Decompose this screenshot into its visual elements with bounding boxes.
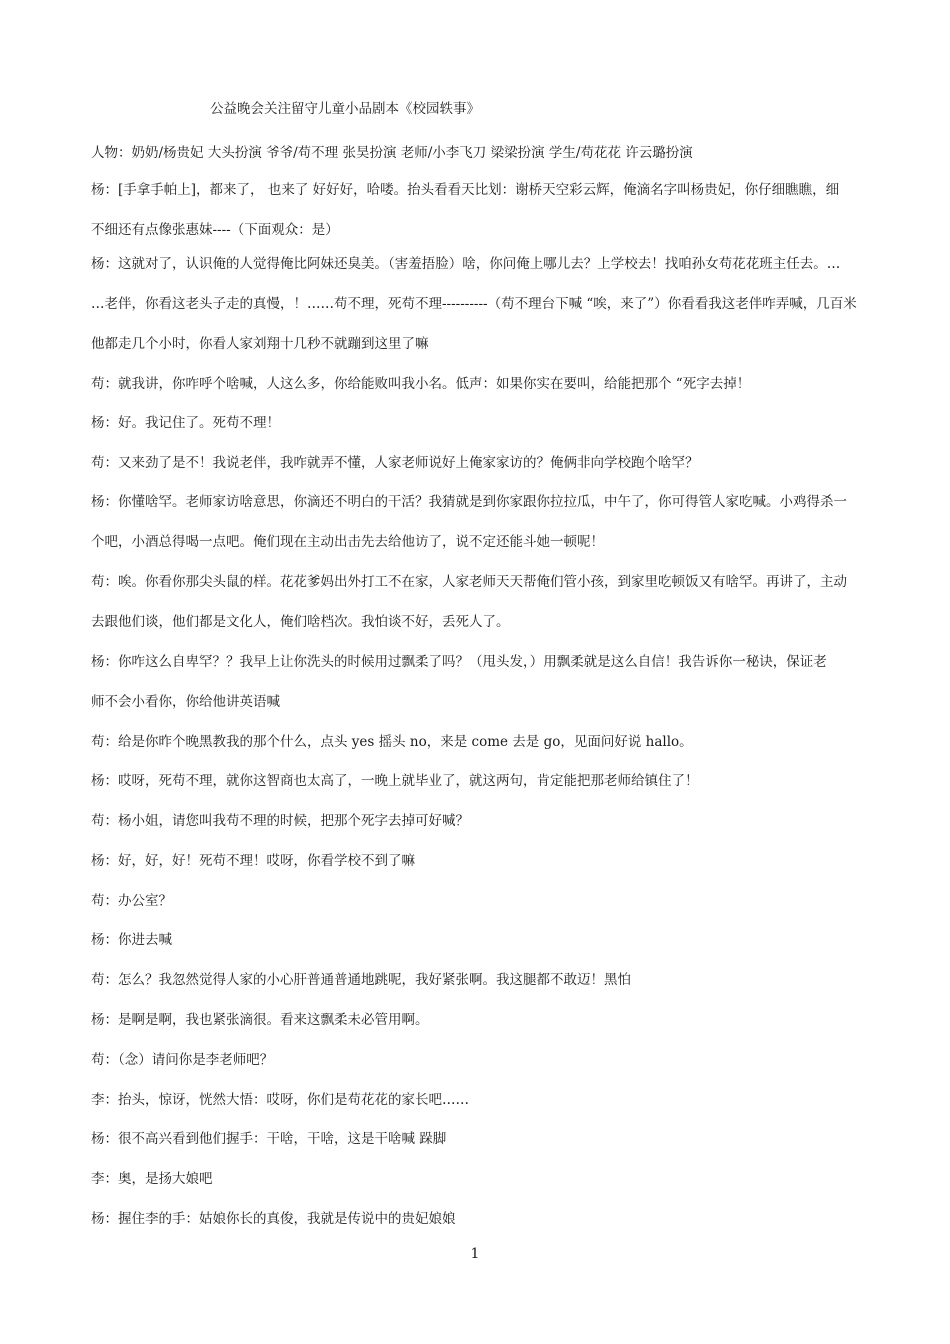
text-line: 不细还有点像张惠妹----（下面观众：是） (91, 222, 339, 238)
text-line: 苟：办公室？ (91, 893, 172, 909)
text-line: 苟：（念）请问你是李老师吧？ (91, 1052, 274, 1068)
text-line: 苟：又来劲了是不！我说老伴，我咋就弄不懂，人家老师说好上俺家家访的？俺俩非向学校跑个啥罕？ (91, 455, 699, 471)
page-number: 1 (470, 1246, 480, 1262)
text-line: 杨：握住李的手：姑娘你长的真俊，我就是传说中的贵妃娘娘 (91, 1211, 456, 1227)
text-line: 杨：你懂啥罕。老师家访啥意思，你滴还不明白的干活？我猜就是到你家跟你拉拉瓜，中午了，你可得管人家吃喊。小鸡得杀一 (91, 494, 847, 510)
text-line: 杨：是啊是啊，我也紧张滴很。看来这飘柔未必管用啊。 (91, 1012, 429, 1028)
text-line: 杨：哎呀，死苟不理，就你这智商也太高了，一晚上就毕业了，就这两句，肯定能把那老师给镇住了！ (91, 773, 699, 789)
text-line: 他都走几个小时，你看人家刘翔十几秒不就蹦到这里了嘛 (91, 336, 429, 352)
text-line: 李：奥，是扬大娘吧 (91, 1171, 213, 1187)
text-line: 杨：很不高兴看到他们握手：干啥，干啥，这是干啥喊 跺脚 (91, 1131, 447, 1147)
text-line: 李：抬头，惊讶，恍然大悟：哎呀，你们是苟花花的家长吧…… (91, 1092, 469, 1108)
text-line: 师不会小看你，你给他讲英语喊 (91, 694, 280, 710)
text-line: 杨：这就对了，认识俺的人觉得俺比阿妹还臭美。（害羞捂脸）啥，你问俺上哪儿去？上学校去！找咱孙女苟花花班主任去。… (91, 256, 841, 272)
text-line: 苟：给是你昨个晚黑教我的那个什么，点头 yes 摇头 no，来是 come 去是 go，见面问好说 hallo。 (91, 734, 693, 750)
text-line: 杨：好，好，好！死苟不理！哎呀，你看学校不到了嘛 (91, 853, 415, 869)
document-title: 公益晚会关注留守儿童小品剧本《校园轶事》 (210, 101, 480, 117)
text-line: 人物：奶奶/杨贵妃 大头扮演 爷爷/苟不理 张昊扮演 老师/小李飞刀 梁梁扮演 学生/苟花花 许云璐扮演 (91, 145, 693, 161)
text-line: 苟：杨小姐，请您叫我苟不理的时候，把那个死字去掉可好喊？ (91, 813, 469, 829)
text-line: 杨：你咋这么自卑罕？？我早上让你洗头的时候用过飘柔了吗？（甩头发，）用飘柔就是这么自信！我告诉你一秘诀，保证老 (91, 654, 827, 670)
text-line: …老伴，你看这老头子走的真慢，！……苟不理，死苟不理----------（苟不理台下喊 “唉，来了”）你看看我这老伴咋弄喊，几百米 (91, 296, 857, 312)
text-line: 去跟他们谈，他们都是文化人，俺们啥档次。我怕谈不好，丢死人了。 (91, 614, 510, 630)
text-line: 杨：[手拿手帕上]，都来了， 也来了 好好好，哈喽。抬头看看天比划：谢桥天空彩云辉，俺滴名字叫杨贵妃，你仔细瞧瞧，细 (91, 182, 840, 198)
text-line: 苟：怎么？我忽然觉得人家的小心肝普通普通地跳呢，我好紧张啊。我这腿都不敢迈！黑怕 (91, 972, 631, 988)
text-line: 杨：好。我记住了。死苟不理！ (91, 415, 280, 431)
text-line: 苟：唉。你看你那尖头鼠的样。花花爹妈出外打工不在家，人家老师天天帮俺们管小孩，到家里吃顿饭又有啥罕。再讲了，主动 (91, 574, 847, 590)
text-line: 苟：就我讲，你咋呼个啥喊，人这么多，你给能败叫我小名。低声：如果你实在要叫，给能把那个 “死字去掉！ (91, 376, 751, 392)
text-line: 个吧，小酒总得喝一点吧。俺们现在主动出击先去给他访了，说不定还能斗她一顿呢！ (91, 534, 604, 550)
text-line: 杨：你进去喊 (91, 932, 172, 948)
